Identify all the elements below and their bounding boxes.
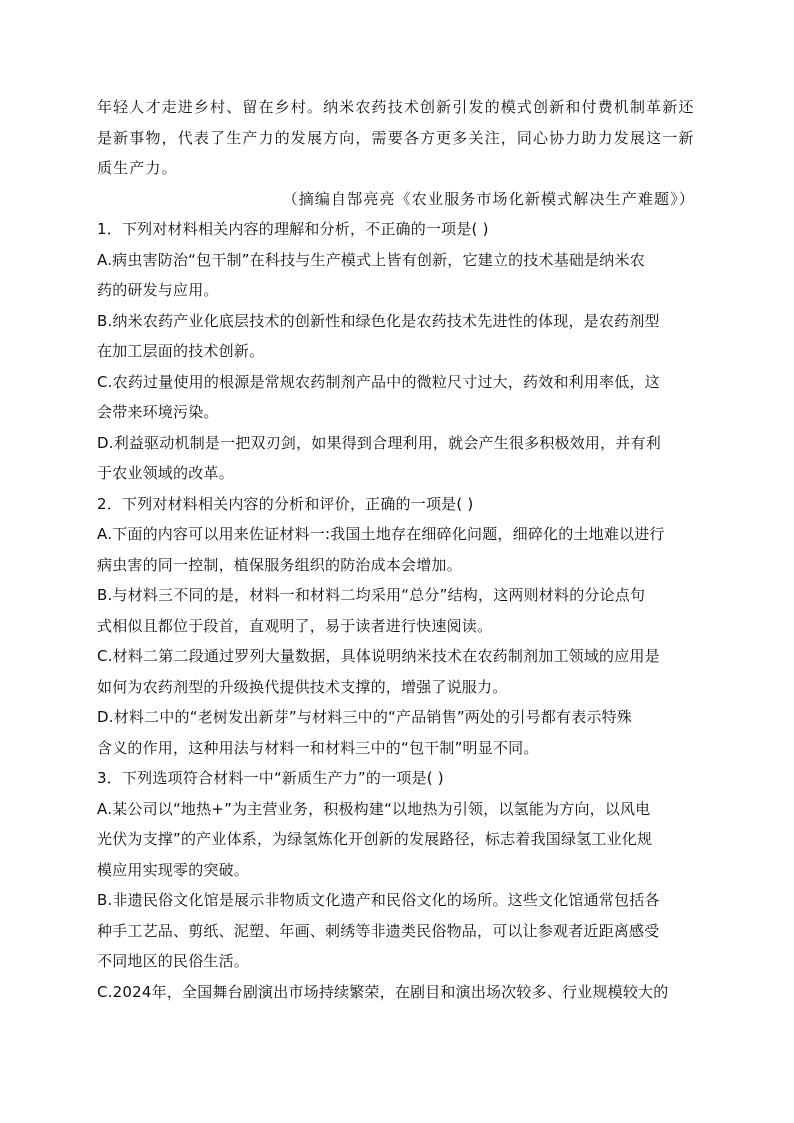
option-line: 药的研发与应用。: [97, 281, 219, 299]
option-c: [97, 367, 703, 428]
option-line: 模应用实现零的突破。: [97, 860, 250, 879]
option-line: D.利益驱动机制是一把双刃剑，如果得到合理利用，就会产生很多积极效用，并有利: [97, 433, 661, 452]
question-3: [97, 763, 703, 1007]
option-line: 会带来环境污染。: [97, 403, 219, 421]
option-a: [97, 519, 703, 580]
option-line: 含义的作用，这种用法与材料一和材料三中的“包干制”明显不同。: [97, 738, 539, 757]
source-citation: （摘编自郜亮亮《农业服务市场化新模式解决生产难题》）: [282, 189, 695, 208]
option-d: [97, 702, 703, 763]
option-line: C.材料二第二段通过罗列大量数据，具体说明纳米技术在农药制剂加工领域的应用是: [97, 647, 660, 665]
page-content: [97, 92, 703, 1007]
option-line: 病虫害的同一控制，植保服务组织的防治成本会增加。: [97, 555, 462, 574]
option-line: 于农业领域的改革。: [97, 464, 234, 482]
material-line: 年轻人才走进乡村、留在乡村。纳米农药技术创新引发的模式创新和付费机制革新还: [97, 98, 695, 116]
option-b: [97, 580, 703, 641]
option-line: 在加工层面的技术创新。: [97, 342, 265, 360]
question-stem: 2．下列对材料相关内容的分析和评价，正确的一项是( ): [97, 494, 474, 513]
option-line: C.2024年，全国舞台剧演出市场持续繁荣，在剧目和演出场次较多、行业规模较大的: [97, 982, 669, 1001]
option-b: [97, 306, 703, 367]
option-line: B.非遗民俗文化馆是展示非物质文化遗产和民俗文化的场所。这些文化馆通常包括各: [97, 891, 660, 909]
option-line: B.纳米农药产业化底层技术的创新性和绿色化是农药技术先进性的体现，是农药剂型: [97, 311, 660, 330]
option-line: D.材料二中的“老树发出新芽”与材料三中的“产品销售”两处的引号都有表示特殊: [97, 708, 633, 726]
option-line: C.农药过量使用的根源是常规农药制剂产品中的微粒尺寸过大，药效和利用率低，这: [97, 372, 660, 391]
option-b: [97, 885, 703, 977]
option-line: 光伏为支撑”的产业体系，为绿氢炼化开创新的发展路径，标志着我国绿氢工业化规: [97, 830, 653, 848]
option-a: [97, 245, 703, 306]
option-line: A.下面的内容可以用来佐证材料一:我国土地存在细碎化问题，细碎化的土地难以进行: [97, 525, 665, 543]
question-stem: 1．下列对材料相关内容的理解和分析，不正确的一项是( ): [97, 220, 489, 238]
material-line: 质生产力。: [97, 159, 178, 177]
option-line: 如何为农药剂型的升级换代提供技术支撑的，增强了说服力。: [97, 677, 508, 696]
question-stem: 3．下列选项符合材料一中“新质生产力”的一项是( ): [97, 769, 444, 787]
option-c: [97, 977, 703, 1008]
option-line: B.与材料三不同的是，材料一和材料二均采用“总分”结构，这两则材料的分论点句: [97, 586, 646, 604]
option-d: [97, 428, 703, 489]
material-line: 是新事物，代表了生产力的发展方向，需要各方更多关注，同心协力助力发展这一新: [97, 128, 695, 147]
option-line: A.病虫害防治“包干制”在科技与生产模式上皆有创新，它建立的技术基础是纳米农: [97, 250, 645, 269]
option-a: [97, 794, 703, 886]
question-2: [97, 489, 703, 764]
option-c: [97, 641, 703, 702]
option-line: 种手工艺品、剪纸、泥塑、年画、刺绣等非遗类民俗物品，可以让参观者近距离感受: [97, 921, 660, 940]
option-line: 不同地区的民俗生活。: [97, 952, 250, 970]
option-line: 式相似且都位于段首，直观明了，易于读者进行快速阅读。: [97, 616, 493, 635]
question-1: [97, 214, 703, 489]
option-line: A.某公司以“地热+”为主营业务，积极构建“以地热为引领，以氢能为方向，以风电: [97, 799, 651, 818]
material-passage: [97, 92, 703, 184]
